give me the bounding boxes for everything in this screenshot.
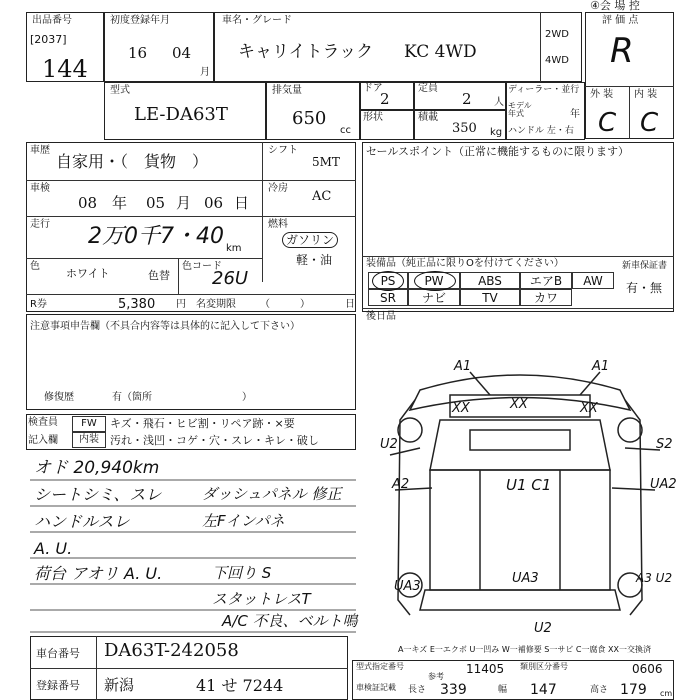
- mark-xx-1: XX: [452, 401, 470, 416]
- naiso-cell: 内装: [72, 432, 106, 448]
- note-right-2: 左Fインパネ: [202, 512, 285, 530]
- color-code: 26U: [212, 268, 249, 289]
- first-reg-year: 16: [128, 44, 148, 62]
- mark-u1-c1: U1 C1: [506, 476, 552, 494]
- ref-label: 参考: [428, 672, 444, 681]
- note-line-5: 荷台 アオリ A. U.: [34, 564, 163, 583]
- shift-label: シフト: [268, 145, 298, 156]
- drive-2wd: 2WD: [545, 29, 569, 40]
- size-label: 車検証記載: [356, 683, 396, 692]
- mark-xx-3: XX: [580, 401, 598, 416]
- use-value: 自家用・（ 貨物 ）: [56, 152, 209, 171]
- reg-label: 登録番号: [36, 679, 80, 692]
- mark-ua3-center: UA3: [512, 571, 539, 586]
- cc-unit: cc: [340, 125, 351, 136]
- dealer-label: ディーラー・並行: [508, 85, 580, 95]
- first-reg-month: 04: [172, 44, 192, 62]
- length-value: 339: [440, 682, 467, 698]
- drive-4wd: 4WD: [545, 55, 569, 66]
- lot-label: 出品番号: [32, 15, 72, 26]
- shift-value: 5MT: [312, 155, 340, 169]
- displacement-label: 排気量: [272, 85, 302, 96]
- capacity-label: 定員: [418, 83, 438, 94]
- insp-day: 06: [204, 194, 224, 212]
- ac-value: AC: [312, 189, 332, 204]
- model-year-label: モデル年式: [508, 101, 532, 118]
- mark-xx-2: XX: [510, 397, 528, 412]
- displacement-value: 650: [292, 108, 327, 129]
- load-label: 積載: [418, 112, 438, 123]
- capacity-unit: 人: [494, 97, 504, 108]
- caution-label: 注意事項申告欄（不具合内容等は具体的に記入して下さい）: [30, 321, 300, 332]
- designation-label: 型式指定番号: [356, 662, 404, 671]
- ac-label: 冷房: [268, 183, 288, 194]
- inspection-label: 車検: [30, 183, 50, 194]
- inspector-label: 検査員: [28, 417, 58, 428]
- fuel-label: 燃料: [268, 219, 288, 230]
- repair-value: 有（箇所 ）: [112, 392, 252, 403]
- mark-u2-left: U2: [380, 437, 398, 452]
- exterior-grade: C: [598, 108, 617, 138]
- insp-day-unit: 日: [234, 194, 250, 212]
- fuel-other: 軽・油: [296, 253, 333, 267]
- mark-a1-right: A1: [592, 359, 610, 374]
- model-label: 型式: [110, 85, 130, 96]
- yen-unit: 円: [176, 299, 186, 310]
- sales-title: セールスポイント（正常に機能するものに限ります）: [366, 145, 630, 158]
- use-label: 車歴: [30, 145, 50, 156]
- footer-col: [96, 636, 97, 700]
- color-label: 色: [30, 261, 40, 272]
- chassis-number: DA63T-242058: [104, 640, 239, 661]
- ownership-label: 名変期限: [196, 299, 236, 310]
- recycle-label: R券: [30, 299, 47, 310]
- width-label: 幅: [498, 685, 508, 695]
- car-label: 車名・グレード: [222, 15, 292, 26]
- equip-tv: TV: [460, 289, 520, 306]
- mark-ua2: UA2: [650, 477, 677, 492]
- dealer-mark: 年: [570, 109, 580, 120]
- note-line-1: オド 20,940km: [34, 458, 160, 478]
- month-unit: 月: [200, 67, 210, 78]
- equip-navi: ナビ: [408, 289, 460, 306]
- inspector-row2: 汚れ・浅凹・コゲ・穴・スレ・キレ・破し: [110, 434, 319, 447]
- insp-year-unit: 年: [112, 194, 128, 212]
- equip-title: 装備品（純正品に限りOを付けてください）: [366, 258, 564, 269]
- mark-s2: S2: [656, 437, 673, 452]
- model-value: LE-DA63T: [134, 104, 228, 125]
- note-line-4: A. U.: [34, 539, 73, 558]
- rear-label: 後日品: [366, 311, 396, 322]
- category-label: 類別区分番号: [520, 662, 568, 671]
- first-reg-label: 初度登録年月: [110, 15, 170, 26]
- grade: KC 4WD: [404, 42, 477, 62]
- doors-value: 2: [380, 90, 390, 108]
- capacity-value: 2: [462, 90, 472, 108]
- designation-value: 11405: [466, 662, 505, 676]
- lot-code: [2037]: [30, 33, 67, 46]
- mileage-value: 2万0千7・40: [88, 224, 224, 249]
- note-line-3: ハンドルスレ: [34, 512, 130, 531]
- color-code-label: 色コード: [182, 261, 222, 272]
- score-label: 評 価 点: [602, 15, 639, 26]
- height-label: 高さ: [590, 685, 609, 695]
- damage-legend: A一キズ E一エクボ U一凹み W一補修要 S一サビ C一腐食 XX一交換済: [398, 645, 652, 654]
- interior-grade: C: [640, 108, 659, 138]
- color-no-label: 色替: [148, 269, 170, 282]
- equip-airbag: エアB: [520, 272, 572, 289]
- mark-u2-bottom: U2: [534, 621, 552, 636]
- exterior-label: 外 装: [590, 89, 614, 100]
- insp-month-unit: 月: [176, 194, 192, 212]
- note-right-1: ダッシュパネル 修正: [202, 485, 342, 503]
- equip-leather: カワ: [520, 289, 572, 306]
- color-value: ホワイト: [66, 267, 110, 280]
- mileage-label: 走行: [30, 219, 50, 230]
- shape-label: 形状: [363, 112, 383, 123]
- reg-region: 新潟: [104, 676, 135, 694]
- equip-abs: ABS: [460, 272, 520, 289]
- equip-ps: PS: [368, 272, 408, 289]
- mark-a1-left: A1: [454, 359, 472, 374]
- inspector-row1: キズ・飛石・ヒビ割・リペア跡・×要: [110, 417, 295, 430]
- mark-a3-u2: A3 U2: [636, 571, 673, 585]
- interior-label: 内 装: [634, 89, 658, 100]
- note-right-4: スタットレスT: [212, 590, 311, 608]
- length-label: 長さ: [408, 685, 427, 695]
- car-name: キャリイトラック: [238, 42, 374, 62]
- chassis-label: 車台番号: [36, 647, 80, 660]
- category-value: 0606: [632, 662, 663, 676]
- km-unit: km: [226, 243, 242, 254]
- fw-cell: FW: [72, 416, 106, 432]
- insp-year: 08: [78, 194, 98, 212]
- recorder-label: 記入欄: [28, 435, 58, 446]
- handle-label: ハンドル 左・右: [508, 126, 574, 136]
- equip-aw: AW: [572, 272, 614, 289]
- new-warranty-label: 新車保証書: [622, 261, 668, 271]
- note-right-5: A/C 不良、ベルト鳴: [222, 612, 358, 630]
- equip-pw: PW: [408, 272, 460, 289]
- width-value: 147: [530, 682, 557, 698]
- recycle-fee: 5,380: [118, 297, 156, 312]
- kg-unit: kg: [490, 127, 503, 138]
- lot-number: 144: [42, 55, 88, 83]
- equip-sr: SR: [368, 289, 408, 306]
- insp-month: 05: [146, 194, 166, 212]
- height-value: 179: [620, 682, 647, 698]
- fuel-selected: ガソリン: [282, 232, 338, 248]
- score-value: R: [610, 31, 634, 71]
- doors-label: ドア: [363, 83, 383, 94]
- note-line-2: シートシミ、スレ: [34, 485, 162, 504]
- ownership-value: （ ） 日: [260, 299, 355, 310]
- top-right-label: ④会 場 控: [590, 0, 640, 12]
- note-right-3: 下回り S: [212, 564, 272, 582]
- new-warranty-value: 有・無: [626, 281, 663, 295]
- load-value: 350: [452, 121, 477, 136]
- footer-divider: [30, 668, 348, 669]
- repair-label: 修復歴: [44, 392, 74, 403]
- cm-unit: cm: [660, 689, 673, 698]
- reg-number: 41 せ 7244: [196, 676, 284, 695]
- mark-a2: A2: [392, 477, 410, 492]
- mark-ua3-left: UA3: [394, 579, 421, 594]
